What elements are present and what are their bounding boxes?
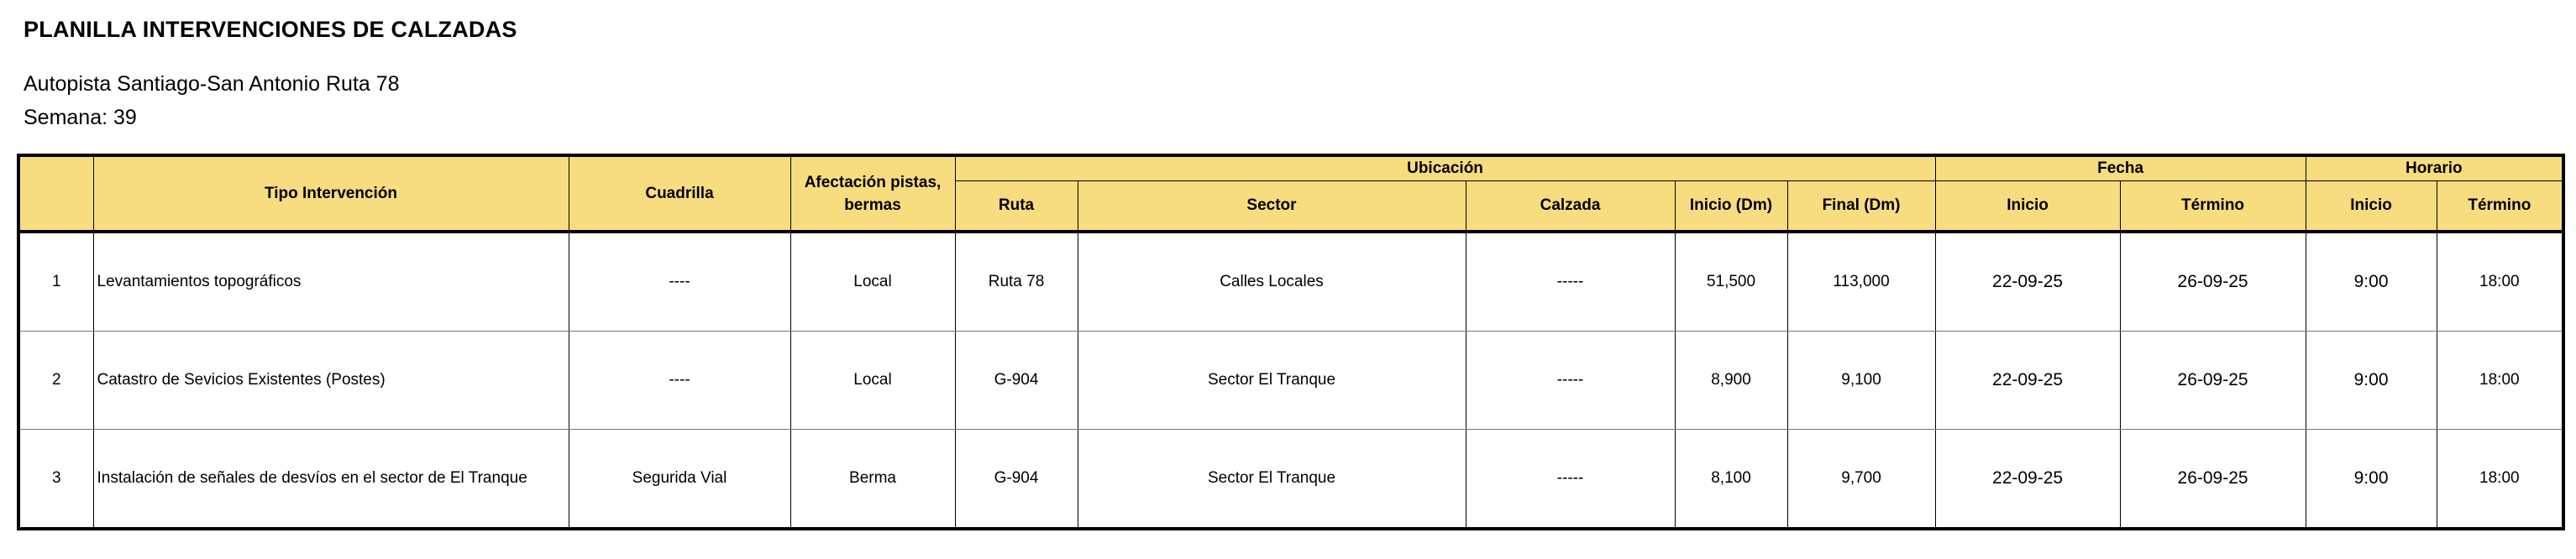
cell-ruta: Ruta 78 bbox=[955, 232, 1078, 332]
cell-hora-inicio: 9:00 bbox=[2306, 332, 2437, 430]
header-calzada: Calzada bbox=[1466, 181, 1675, 232]
cell-cuadrilla: Segurida Vial bbox=[569, 430, 790, 530]
cell-hora-termino: 18:00 bbox=[2437, 430, 2563, 530]
cell-hora-inicio: 9:00 bbox=[2306, 232, 2437, 332]
header-inicio-dm: Inicio (Dm) bbox=[1675, 181, 1787, 232]
cell-hora-termino: 18:00 bbox=[2437, 232, 2563, 332]
cell-hora-termino: 18:00 bbox=[2437, 332, 2563, 430]
cell-num: 3 bbox=[18, 430, 93, 530]
cell-tipo: Catastro de Sevicios Existentes (Postes) bbox=[93, 332, 569, 430]
cell-sector: Calles Locales bbox=[1078, 232, 1466, 332]
cell-final-dm: 9,100 bbox=[1787, 332, 1935, 430]
cell-inicio-dm: 51,500 bbox=[1675, 232, 1787, 332]
header-afectacion: Afectación pistas, bermas bbox=[790, 155, 955, 232]
cell-hora-inicio: 9:00 bbox=[2306, 430, 2437, 530]
header-fecha-termino: Término bbox=[2120, 181, 2306, 232]
header-horario: Horario bbox=[2306, 155, 2563, 181]
page-title: PLANILLA INTERVENCIONES DE CALZADAS bbox=[24, 17, 517, 42]
table-row bbox=[18, 430, 2563, 530]
cell-inicio-dm: 8,900 bbox=[1675, 332, 1787, 430]
cell-final-dm: 9,700 bbox=[1787, 430, 1935, 530]
cell-tipo: Levantamientos topográficos bbox=[93, 232, 569, 332]
header-ubicacion: Ubicación bbox=[955, 155, 1935, 181]
cell-sector: Sector El Tranque bbox=[1078, 332, 1466, 430]
header-hora-termino: Término bbox=[2437, 181, 2563, 232]
table-row bbox=[18, 332, 2563, 430]
cell-afectacion: Berma bbox=[790, 430, 955, 530]
table-row bbox=[18, 232, 2563, 332]
cell-afectacion: Local bbox=[790, 332, 955, 430]
header-ruta: Ruta bbox=[955, 181, 1078, 232]
cell-cuadrilla: ---- bbox=[569, 332, 790, 430]
header-sector: Sector bbox=[1078, 181, 1466, 232]
cell-fecha-inicio: 22-09-25 bbox=[1935, 430, 2120, 530]
header-num bbox=[18, 155, 93, 232]
cell-ruta: G-904 bbox=[955, 332, 1078, 430]
week-label: Semana: 39 bbox=[24, 106, 137, 129]
header-fecha-inicio: Inicio bbox=[1935, 181, 2120, 232]
cell-afectacion: Local bbox=[790, 232, 955, 332]
cell-fecha-termino: 26-09-25 bbox=[2120, 332, 2306, 430]
cell-tipo: Instalación de señales de desvíos en el sector de El Tranque bbox=[93, 430, 569, 530]
cell-final-dm: 113,000 bbox=[1787, 232, 1935, 332]
cell-calzada: ----- bbox=[1466, 430, 1675, 530]
cell-cuadrilla: ---- bbox=[569, 232, 790, 332]
cell-fecha-termino: 26-09-25 bbox=[2120, 232, 2306, 332]
cell-ruta: G-904 bbox=[955, 430, 1078, 530]
header-final-dm: Final (Dm) bbox=[1787, 181, 1935, 232]
cell-sector: Sector El Tranque bbox=[1078, 430, 1466, 530]
header-hora-inicio: Inicio bbox=[2306, 181, 2437, 232]
header-fecha: Fecha bbox=[1935, 155, 2306, 181]
route-name: Autopista Santiago-San Antonio Ruta 78 bbox=[24, 72, 400, 96]
cell-fecha-inicio: 22-09-25 bbox=[1935, 332, 2120, 430]
cell-fecha-termino: 26-09-25 bbox=[2120, 430, 2306, 530]
cell-num: 1 bbox=[18, 232, 93, 332]
interventions-table bbox=[17, 154, 2565, 530]
cell-calzada: ----- bbox=[1466, 332, 1675, 430]
cell-inicio-dm: 8,100 bbox=[1675, 430, 1787, 530]
cell-calzada: ----- bbox=[1466, 232, 1675, 332]
header-tipo-intervencion: Tipo Intervención bbox=[93, 155, 569, 232]
cell-fecha-inicio: 22-09-25 bbox=[1935, 232, 2120, 332]
cell-num: 2 bbox=[18, 332, 93, 430]
header-cuadrilla: Cuadrilla bbox=[569, 155, 790, 232]
